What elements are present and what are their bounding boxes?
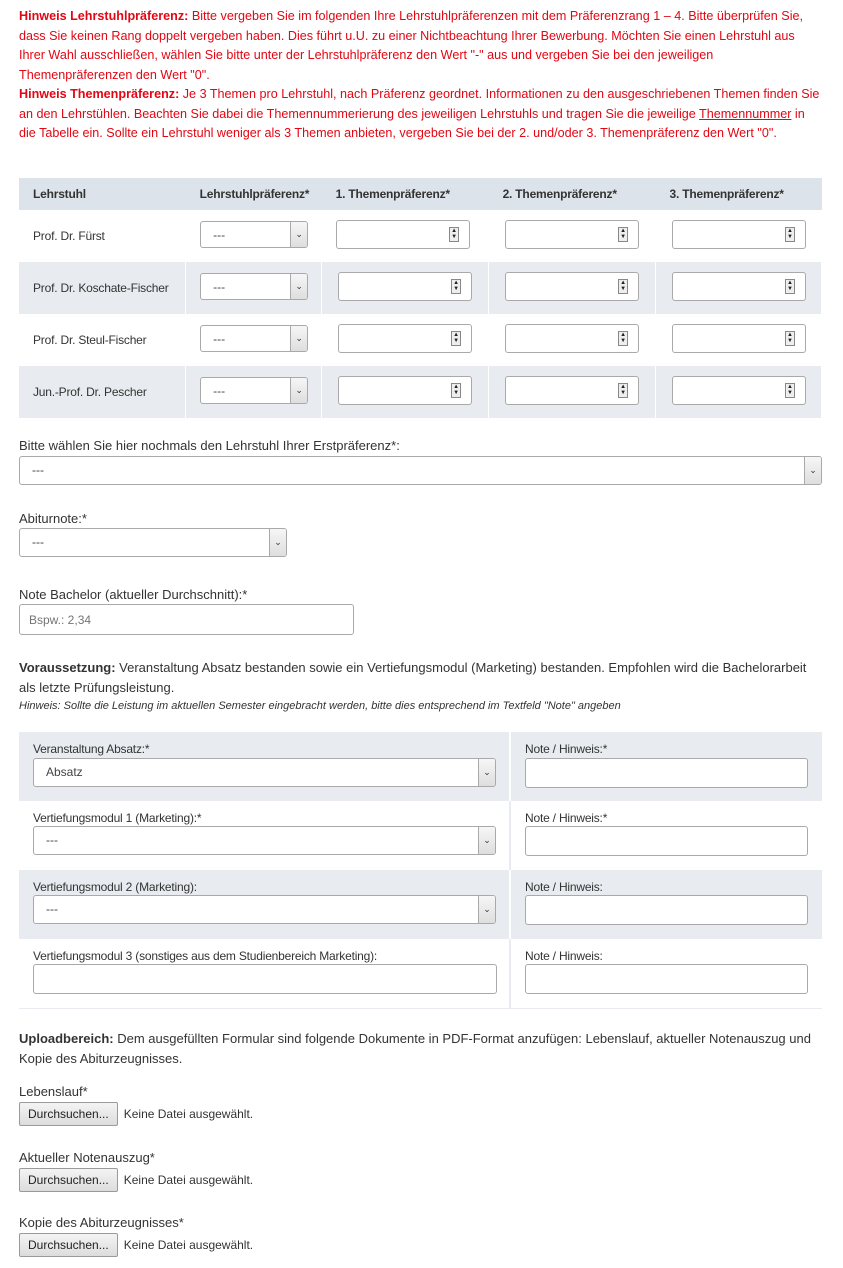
spinner-icon[interactable]: ▲ ▼ [451,279,461,294]
themen-pref-2-input[interactable] [505,324,639,353]
file-input-abiturzeugnis [19,1233,253,1257]
hint-lehrstuhl-title: Hinweis Lehrstuhlpräferenz: [19,9,189,23]
select-value: --- [213,228,226,242]
browse-button[interactable]: Durchsuchen... [19,1102,118,1126]
themen-pref-2-input[interactable] [505,272,639,301]
lehrstuhl-pref-select[interactable] [200,221,308,248]
bachelor-note-input[interactable] [19,604,354,635]
module-select[interactable] [33,826,496,855]
lehrstuhl-pref-select[interactable] [200,273,308,300]
note-label: Note / Hinweis:* [525,742,608,756]
module-select[interactable] [33,758,496,787]
spinner-icon[interactable]: ▲ ▼ [618,331,628,346]
upload-body: Dem ausgefüllten Formular sind folgende Dokumente in PDF-Format anzufügen: Lebenslauf, aktueller Notenauszug und Kopie des Abiturzeugnisses. [19,1031,811,1066]
lehrstuhl-name: Prof. Dr. Koschate-Fischer [19,262,186,314]
lehrstuhl-pref-select[interactable] [200,377,308,404]
themen-pref-2-input[interactable] [505,220,639,249]
module-3-input[interactable] [33,964,497,994]
upload-title: Uploadbereich: [19,1031,114,1046]
themen-pref-1-input[interactable] [338,272,472,301]
spinner-icon[interactable]: ▲ ▼ [785,227,795,242]
hint-themen-link[interactable]: Themennummer [699,106,792,121]
themen-pref-2-input[interactable] [505,376,639,405]
spinner-icon[interactable]: ▲ ▼ [618,227,628,242]
hint-themen-text-1: Je 3 Themen pro Lehrstuhl, nach Präferenz geordnet. Informationen zu den ausgeschriebenen Themen finden Sie an den Lehrstühlen. Beachten Sie dabei die Themennummerierung des jeweiligen Lehrstuhls und tragen Sie die jeweilige [19,87,820,121]
voraussetzung-title: Voraussetzung: [19,660,116,675]
spinner-icon[interactable]: ▲ ▼ [451,331,461,346]
erstpraeferenz-label: Bitte wählen Sie hier nochmals den Lehrstuhl Ihrer Erstpräferenz*: [19,438,400,453]
browse-button[interactable]: Durchsuchen... [19,1233,118,1257]
note-label: Note / Hinweis:* [525,811,608,825]
voraussetzung-body: Veranstaltung Absatz bestanden sowie ein Vertiefungsmodul (Marketing) bestanden. Empfohlen wird die Bachelorarbeit als letzte Prüfungsleistung. [19,660,807,695]
spinner-icon[interactable]: ▲ ▼ [785,279,795,294]
select-value: --- [46,902,58,916]
module-row [19,801,822,870]
chevron-down-icon: ⌄ [290,326,307,351]
hint-block [19,7,822,144]
spinner-icon[interactable]: ▲ ▼ [785,331,795,346]
header-lehrstuhl: Lehrstuhl [19,178,186,210]
themen-pref-1-input[interactable] [338,376,472,405]
chevron-down-icon: ⌄ [269,529,286,556]
bachelor-label: Note Bachelor (aktueller Durchschnitt):* [19,587,248,602]
chevron-down-icon: ⌄ [478,896,495,923]
select-value: --- [32,463,44,477]
chevron-down-icon: ⌄ [478,827,495,854]
themen-pref-1-input[interactable] [338,324,472,353]
module-row [19,939,822,1009]
hint-themen-text-2: in die Tabelle ein. Sollte ein Lehrstuhl weniger als 3 Themen anbieten, vergeben Sie bei der 2. und/oder 3. Themenpräferenz den Wert "0". [19,106,805,140]
themen-pref-3-input[interactable] [672,324,806,353]
header-themenpraeferenz-2: 2. Themenpräferenz* [489,178,656,210]
select-value: --- [213,384,226,398]
no-file-text: Keine Datei ausgewählt. [123,1238,254,1252]
table-row [19,366,822,418]
spinner-icon[interactable]: ▲ ▼ [785,383,795,398]
header-themenpraeferenz-3: 3. Themenpräferenz* [656,178,822,210]
erstpraeferenz-select[interactable] [19,456,822,485]
file-label-notenauszug: Aktueller Notenauszug* [19,1150,155,1165]
file-input-notenauszug [19,1168,253,1192]
themen-pref-3-input[interactable] [672,376,806,405]
upload-text [19,1029,822,1069]
browse-button[interactable]: Durchsuchen... [19,1168,118,1192]
voraussetzung-hint: Hinweis: Sollte die Leistung im aktuellen Semester eingebracht werden, bitte dies entsprechend im Textfeld "Note" angeben [19,700,621,712]
note-input[interactable] [525,895,808,925]
file-label-lebenslauf: Lebenslauf* [19,1084,88,1099]
themen-pref-3-input[interactable] [672,220,806,249]
lehrstuhl-name: Prof. Dr. Fürst [19,210,186,262]
chevron-down-icon: ⌄ [804,457,821,484]
header-themenpraeferenz-1: 1. Themenpräferenz* [322,178,489,210]
abiturnote-label: Abiturnote:* [19,511,87,526]
no-file-text: Keine Datei ausgewählt. [123,1107,254,1121]
note-label: Note / Hinweis: [525,880,603,894]
select-value: --- [213,332,226,346]
themen-pref-3-input[interactable] [672,272,806,301]
note-label: Note / Hinweis: [525,949,603,963]
select-value: Absatz [46,765,83,779]
table-row [19,262,822,314]
preference-table-header [19,178,822,210]
module-table [19,732,822,1008]
lehrstuhl-name: Jun.-Prof. Dr. Pescher [19,366,186,418]
select-value: --- [213,280,226,294]
file-label-abiturzeugnis: Kopie des Abiturzeugnisses* [19,1215,184,1230]
hint-themen-title: Hinweis Themenpräferenz: [19,87,180,101]
lehrstuhl-pref-select[interactable] [200,325,308,352]
chevron-down-icon: ⌄ [290,274,307,299]
abiturnote-select[interactable] [19,528,287,557]
spinner-icon[interactable]: ▲ ▼ [618,383,628,398]
no-file-text: Keine Datei ausgewählt. [123,1173,254,1187]
spinner-icon[interactable]: ▲ ▼ [449,227,459,242]
table-row [19,210,822,262]
chevron-down-icon: ⌄ [290,378,307,403]
chevron-down-icon: ⌄ [290,222,307,247]
themen-pref-1-input[interactable] [336,220,470,249]
header-lehrstuhlpraeferenz: Lehrstuhlpräferenz* [186,178,322,210]
module-row [19,732,822,801]
hint-lehrstuhl-text: Bitte vergeben Sie im folgenden Ihre Lehrstuhlpräferenzen mit dem Präferenzrang 1 – 4. Bitte überprüfen Sie, dass Sie keinen Rang doppelt vergeben haben. Dies führt u.U. zu einer Nichtbeachtung Ihrer Bewerbung. Möchten Sie einen Lehrstuhl aus Ihrer Wahl ausschließen, wählen Sie bitte unter der Lehrstuhlpräferenz den Wert "-" aus und vergeben Sie bei den jeweiligen Themenpräferenzen den Wert "0". [19,9,804,82]
module-select[interactable] [33,895,496,924]
note-input[interactable] [525,964,808,994]
module-label: Vertiefungsmodul 3 (sonstiges aus dem Studienbereich Marketing): [33,949,378,963]
select-value: --- [32,535,44,549]
spinner-icon[interactable]: ▲ ▼ [451,383,461,398]
module-label: Vertiefungsmodul 1 (Marketing):* [33,811,202,825]
file-input-lebenslauf [19,1102,253,1126]
note-input[interactable] [525,758,808,788]
chevron-down-icon: ⌄ [478,759,495,786]
select-value: --- [46,833,58,847]
note-input[interactable] [525,826,808,856]
voraussetzung-text [19,658,822,698]
lehrstuhl-name: Prof. Dr. Steul-Fischer [19,314,186,366]
module-label: Vertiefungsmodul 2 (Marketing): [33,880,197,894]
spinner-icon[interactable]: ▲ ▼ [618,279,628,294]
table-row [19,314,822,366]
preference-table [19,178,822,418]
module-row [19,870,822,939]
module-label: Veranstaltung Absatz:* [33,742,150,756]
